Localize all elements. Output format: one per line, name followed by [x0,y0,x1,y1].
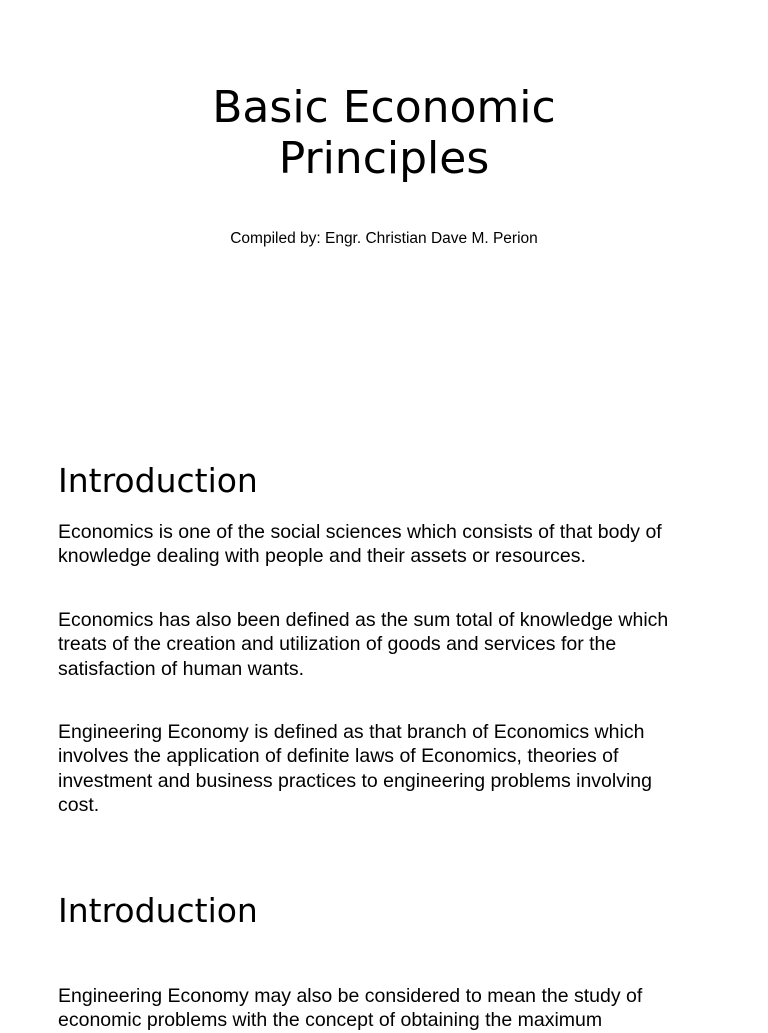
section-heading-introduction: Introduction [58,461,258,500]
paragraph-line: cost. [58,793,100,816]
paragraph-line: treats of the creation and utilization of goods and services for the [58,633,617,656]
paragraph-line: Economics is one of the social sciences which consists of that body of [58,521,662,543]
paragraph-engineering-economy-study [58,984,718,1033]
paragraph-line: satisfaction of human wants. [58,657,305,680]
document-title [0,82,768,184]
paragraph-line: economic problems with the concept of obtaining the maximum [58,1009,603,1032]
paragraph-economics-sum-total [58,608,718,681]
paragraph-line: investment and business practices to engineering problems involving [58,769,652,792]
author-credit: Compiled by: Engr. Christian Dave M. Perion [230,230,538,247]
paragraph-line: Economics has also been defined as the sum total of knowledge which [58,609,669,631]
title-line-1: Basic Economic [212,82,556,133]
paragraph-line: Engineering Economy may also be considered to mean the study of [58,985,643,1007]
paragraph-economics-definition [58,520,718,569]
paragraph-line: involves the application of definite laws of Economics, theories of [58,745,619,768]
paragraph-line: knowledge dealing with people and their assets or resources. [58,545,586,568]
paragraph-engineering-economy-definition [58,720,718,817]
title-line-2: Principles [278,133,490,184]
paragraph-line: Engineering Economy is defined as that branch of Economics which [58,721,645,743]
section-heading-introduction-2: Introduction [58,891,258,930]
